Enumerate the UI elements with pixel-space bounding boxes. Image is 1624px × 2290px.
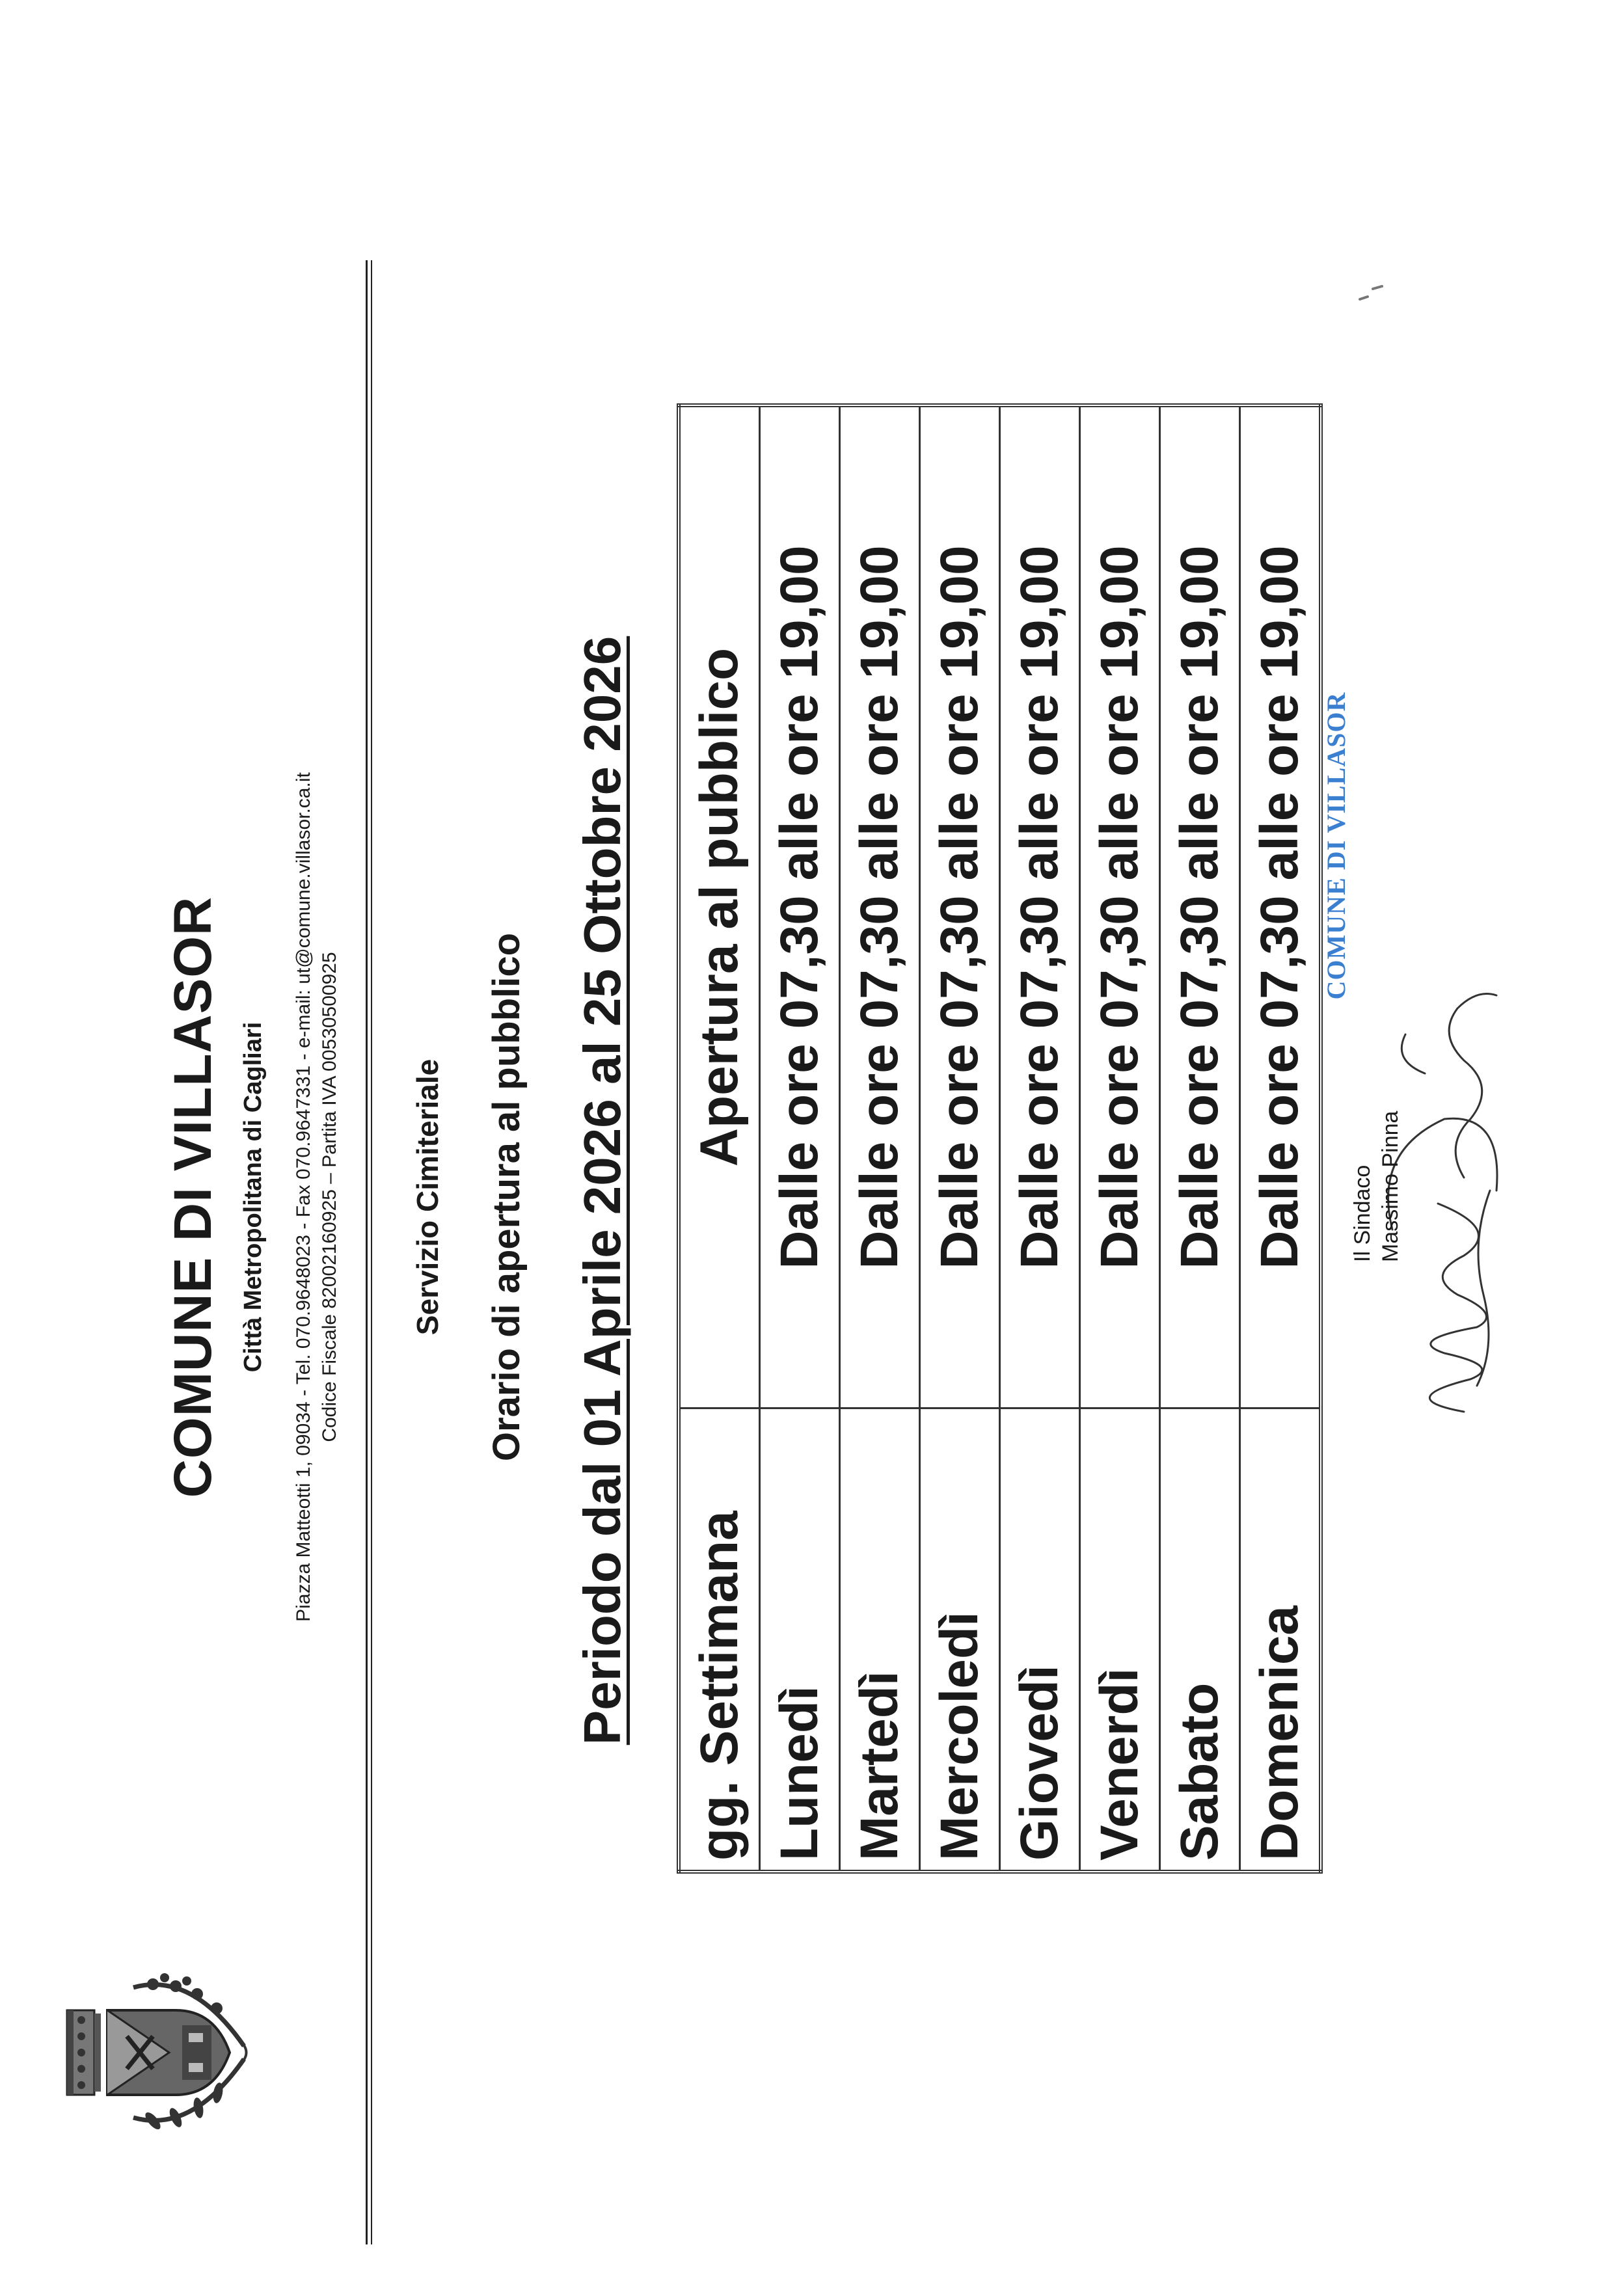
table-row bbox=[1000, 405, 1080, 1872]
official-stamp: COMUNE DI VILLASOR bbox=[1321, 692, 1351, 1000]
day-cell: Domenica bbox=[1240, 1408, 1321, 1872]
column-header-hours: Apertura al pubblico bbox=[679, 405, 760, 1408]
day-cell: Mercoledì bbox=[920, 1408, 1000, 1872]
table-row bbox=[1160, 405, 1240, 1872]
table-row bbox=[840, 405, 920, 1872]
service-name: Servizio Cimiteriale bbox=[411, 1058, 444, 1336]
hours-cell: Dalle ore 07,30 alle ore 19,00 bbox=[1000, 405, 1080, 1408]
town-title: COMUNE DI VILLASOR bbox=[163, 896, 223, 1498]
period-title: Periodo dal 01 Aprile 2026 al 25 Ottobre 2026 bbox=[573, 636, 631, 1745]
hours-cell: Dalle ore 07,30 alle ore 19,00 bbox=[920, 405, 1000, 1408]
day-cell: Sabato bbox=[1160, 1408, 1240, 1872]
coat-of-arms-icon bbox=[62, 1948, 257, 2157]
table-row bbox=[1240, 405, 1321, 1872]
signer-title: Il Sindaco bbox=[1350, 1165, 1375, 1262]
header-divider-bottom bbox=[371, 260, 372, 2244]
table-row bbox=[1080, 405, 1160, 1872]
tax-id-line: Codice Fiscale 82002160925 – Partita IVA 00530500925 bbox=[319, 952, 340, 1442]
signer-name: Massimo Pinna bbox=[1378, 1111, 1403, 1262]
hours-cell: Dalle ore 07,30 alle ore 19,00 bbox=[840, 405, 920, 1408]
table-row bbox=[760, 405, 840, 1872]
hours-cell: Dalle ore 07,30 alle ore 19,00 bbox=[760, 405, 840, 1408]
scan-marks bbox=[1353, 280, 1392, 306]
hours-cell: Dalle ore 07,30 alle ore 19,00 bbox=[1240, 405, 1321, 1408]
column-header-day: gg. Settimana bbox=[679, 1408, 760, 1872]
schedule-heading: Orario di apertura al pubblico bbox=[485, 932, 528, 1462]
table-row bbox=[920, 405, 1000, 1872]
address-line: Piazza Matteotti 1, 09034 - Tel. 070.9648023 - Fax 070.9647331 - e-mail: ut@comune.villasor.ca.it bbox=[293, 772, 314, 1622]
opening-hours-table bbox=[677, 403, 1323, 1874]
header-divider-top bbox=[366, 260, 368, 2244]
town-subtitle: Città Metropolitana di Cagliari bbox=[239, 1021, 267, 1373]
day-cell: Lunedì bbox=[760, 1408, 840, 1872]
day-cell: Giovedì bbox=[1000, 1408, 1080, 1872]
table-header-row bbox=[679, 405, 760, 1872]
hours-cell: Dalle ore 07,30 alle ore 19,00 bbox=[1160, 405, 1240, 1408]
day-cell: Martedì bbox=[840, 1408, 920, 1872]
day-cell: Venerdì bbox=[1080, 1408, 1160, 1872]
hours-cell: Dalle ore 07,30 alle ore 19,00 bbox=[1080, 405, 1160, 1408]
